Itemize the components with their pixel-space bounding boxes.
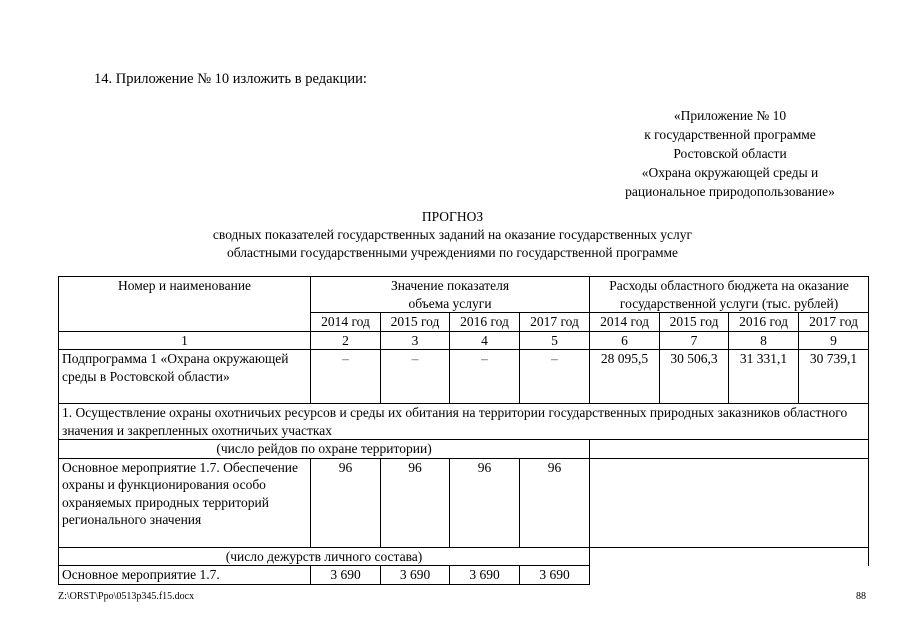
document-title: [0, 208, 905, 262]
empty-cell: [590, 440, 869, 459]
appendix-line: к государственной программе: [644, 127, 816, 142]
appendix-line: «Охрана окружающей среды и: [641, 165, 819, 180]
header-name: Номер и наименование: [59, 277, 311, 332]
title-main: ПРОГНОЗ: [421, 209, 484, 224]
volume-value: 3 690: [450, 566, 520, 585]
empty-cell: [590, 458, 869, 547]
empty-cell: [590, 547, 869, 566]
col-number: 4: [450, 331, 520, 350]
title-line: сводных показателей государственных заданий на оказание государственных услуг: [212, 227, 693, 242]
col-number: 9: [799, 331, 869, 350]
footer-file-path: Z:\ORST\Ppo\0513p345.f15.docx: [58, 591, 195, 602]
expense-value: 31 331,1: [729, 350, 799, 404]
expense-value: 28 095,5: [590, 350, 660, 404]
volume-value: 3 690: [311, 566, 381, 585]
appendix-line: Ростовской области: [673, 146, 787, 161]
volume-value: –: [311, 350, 381, 404]
volume-value: 3 690: [381, 566, 450, 585]
header-volume: Значение показателя объема услуги: [311, 277, 590, 313]
year-cell: 2017 год: [799, 313, 869, 332]
volume-value: –: [381, 350, 450, 404]
service-description: 1. Осуществление охраны охотничьих ресурсов и среды их обитания на территории государственных природных заказников областного значения и закрепленных охотничьих участках: [59, 404, 869, 440]
volume-value: 96: [311, 458, 381, 547]
unit-label: (число дежурств личного состава): [59, 547, 590, 566]
unit-label: (число рейдов по охране территории): [59, 440, 590, 459]
appendix-line: рациональное природопользование»: [625, 184, 835, 199]
year-cell: 2015 год: [381, 313, 450, 332]
year-cell: 2016 год: [450, 313, 520, 332]
col-number: 7: [660, 331, 729, 350]
year-cell: 2016 год: [729, 313, 799, 332]
appendix-block: [600, 106, 860, 201]
appendix-line: «Приложение № 10: [673, 108, 787, 123]
header-expenses: Расходы областного бюджета на оказание государственной услуги (тыс. рублей): [590, 277, 869, 313]
subprogram-name: Подпрограмма 1 «Охрана окружающей среды в Ростовской области»: [59, 350, 311, 404]
year-cell: 2015 год: [660, 313, 729, 332]
measure-name: Основное мероприятие 1.7. Обеспечение охраны и функционирования особо охраняемых природных территорий регионального значения: [59, 458, 311, 547]
year-cell: 2014 год: [590, 313, 660, 332]
expense-value: 30 506,3: [660, 350, 729, 404]
volume-value: –: [450, 350, 520, 404]
volume-value: 96: [381, 458, 450, 547]
forecast-table: [58, 276, 869, 585]
col-number: 6: [590, 331, 660, 350]
footer-page-number: 88: [856, 591, 866, 602]
volume-value: 96: [450, 458, 520, 547]
intro-text: 14. Приложение № 10 изложить в редакции:: [94, 71, 367, 87]
measure-name: Основное мероприятие 1.7.: [59, 566, 311, 585]
col-number: 2: [311, 331, 381, 350]
col-number: 8: [729, 331, 799, 350]
col-number: 3: [381, 331, 450, 350]
title-line: областными государственными учреждениями по государственной программе: [226, 245, 679, 260]
expense-value: 30 739,1: [799, 350, 869, 404]
volume-value: 3 690: [520, 566, 590, 585]
col-number: 1: [59, 331, 311, 350]
volume-value: 96: [520, 458, 590, 547]
empty-cell: [590, 566, 869, 585]
year-cell: 2017 год: [520, 313, 590, 332]
volume-value: –: [520, 350, 590, 404]
year-cell: 2014 год: [311, 313, 381, 332]
col-number: 5: [520, 331, 590, 350]
